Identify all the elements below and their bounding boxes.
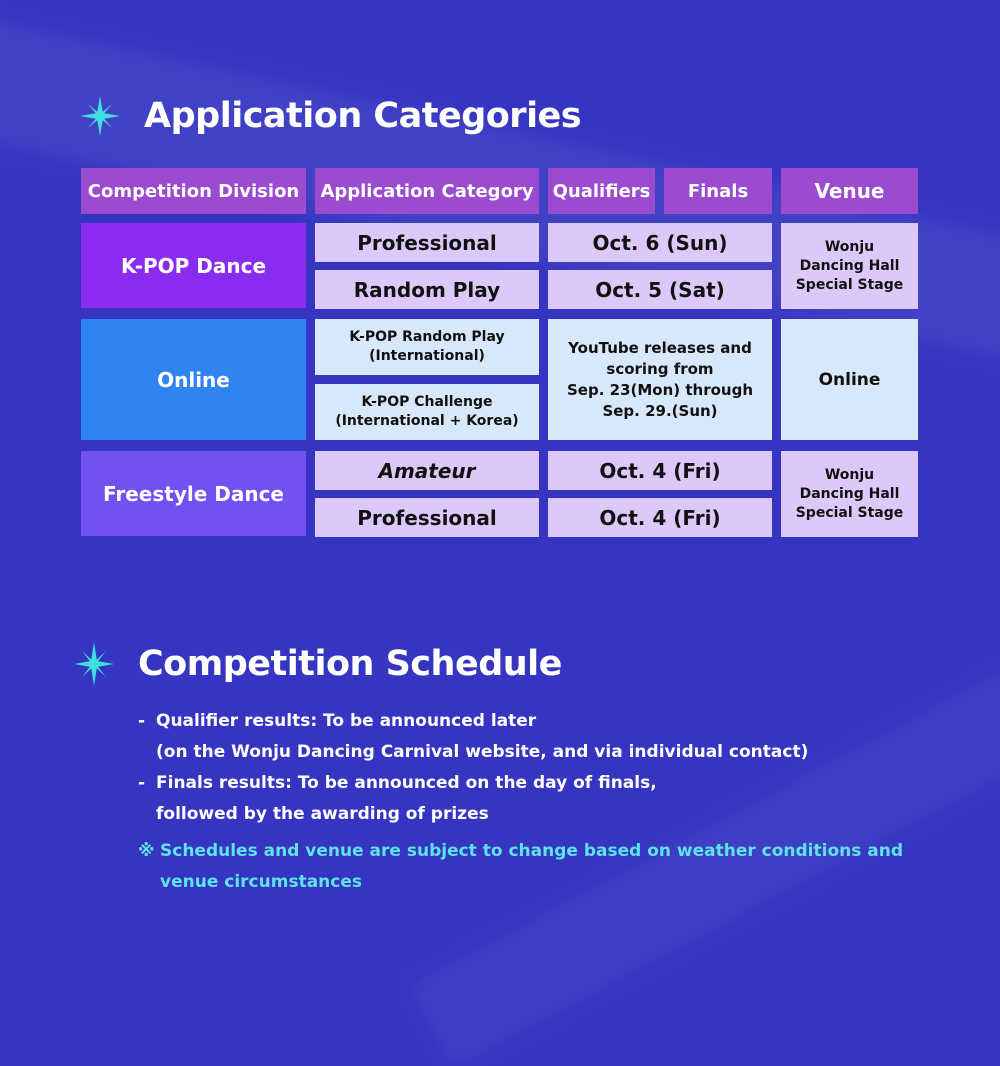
header-finals: Finals [664,168,772,214]
category-kpop-random-play: Random Play [315,270,539,309]
list-item [138,706,938,737]
application-categories-title [80,96,581,136]
venue-line: Wonju [824,466,875,483]
list-item-continuation [138,737,938,768]
bullet-dash: - [138,711,146,731]
venue-freestyle [781,451,918,537]
sparkle-icon [80,96,120,136]
venue-line: Wonju [824,238,875,255]
finals-results-detail: followed by the awarding of prizes [156,804,489,824]
header-qualifiers: Qualifiers [548,168,655,214]
category-freestyle-amateur: Amateur [315,451,539,490]
bullet-dash: - [138,773,146,793]
date-kpop-professional: Oct. 6 (Sun) [548,223,772,262]
header-venue: Venue [781,168,918,214]
venue-kpop [781,223,918,309]
list-item-continuation [138,799,938,830]
venue-line: Special Stage [795,276,904,293]
category-freestyle-professional: Professional [315,498,539,537]
venue-line: Dancing Hall [799,485,900,502]
header-category: Application Category [315,168,539,214]
division-online: Online [81,319,306,440]
category-line: (International + Korea) [335,413,519,429]
date-line: Sep. 29.(Sun) [602,401,718,420]
date-online [548,319,772,440]
division-kpop-dance: K-POP Dance [81,223,306,308]
note-text: Schedules and venue are subject to change based on weather conditions and [160,841,904,861]
qualifier-results-text: Qualifier results: To be announced later [156,711,537,731]
date-line: Sep. 23(Mon) through [567,380,753,399]
category-online-challenge [315,384,539,440]
date-freestyle-professional: Oct. 4 (Fri) [548,498,772,537]
section-title-text: Competition Schedule [138,644,562,684]
list-item [138,768,938,799]
finals-results-text: Finals results: To be announced on the day of finals, [156,773,657,793]
schedule-list [138,706,938,898]
category-line: (International) [369,348,485,364]
date-freestyle-amateur: Oct. 4 (Fri) [548,451,772,490]
venue-line: Special Stage [795,504,904,521]
reference-mark: ※ [138,841,155,861]
section-title-text: Application Categories [144,96,582,136]
schedule-note [138,836,938,898]
date-line: YouTube releases and [568,338,752,357]
division-freestyle-dance: Freestyle Dance [81,451,306,536]
date-kpop-random-play: Oct. 5 (Sat) [548,270,772,309]
sparkle-icon [74,642,114,686]
competition-schedule-title [74,642,562,686]
category-kpop-professional: Professional [315,223,539,262]
category-line: K-POP Challenge [361,394,493,410]
category-online-random-play [315,319,539,375]
category-line: K-POP Random Play [349,329,505,345]
qualifier-results-detail: (on the Wonju Dancing Carnival website, and via individual contact) [156,742,809,762]
date-line: scoring from [606,359,714,378]
header-division: Competition Division [81,168,306,214]
venue-online: Online [781,319,918,440]
venue-line: Dancing Hall [799,257,900,274]
note-text-continuation: venue circumstances [160,872,362,892]
